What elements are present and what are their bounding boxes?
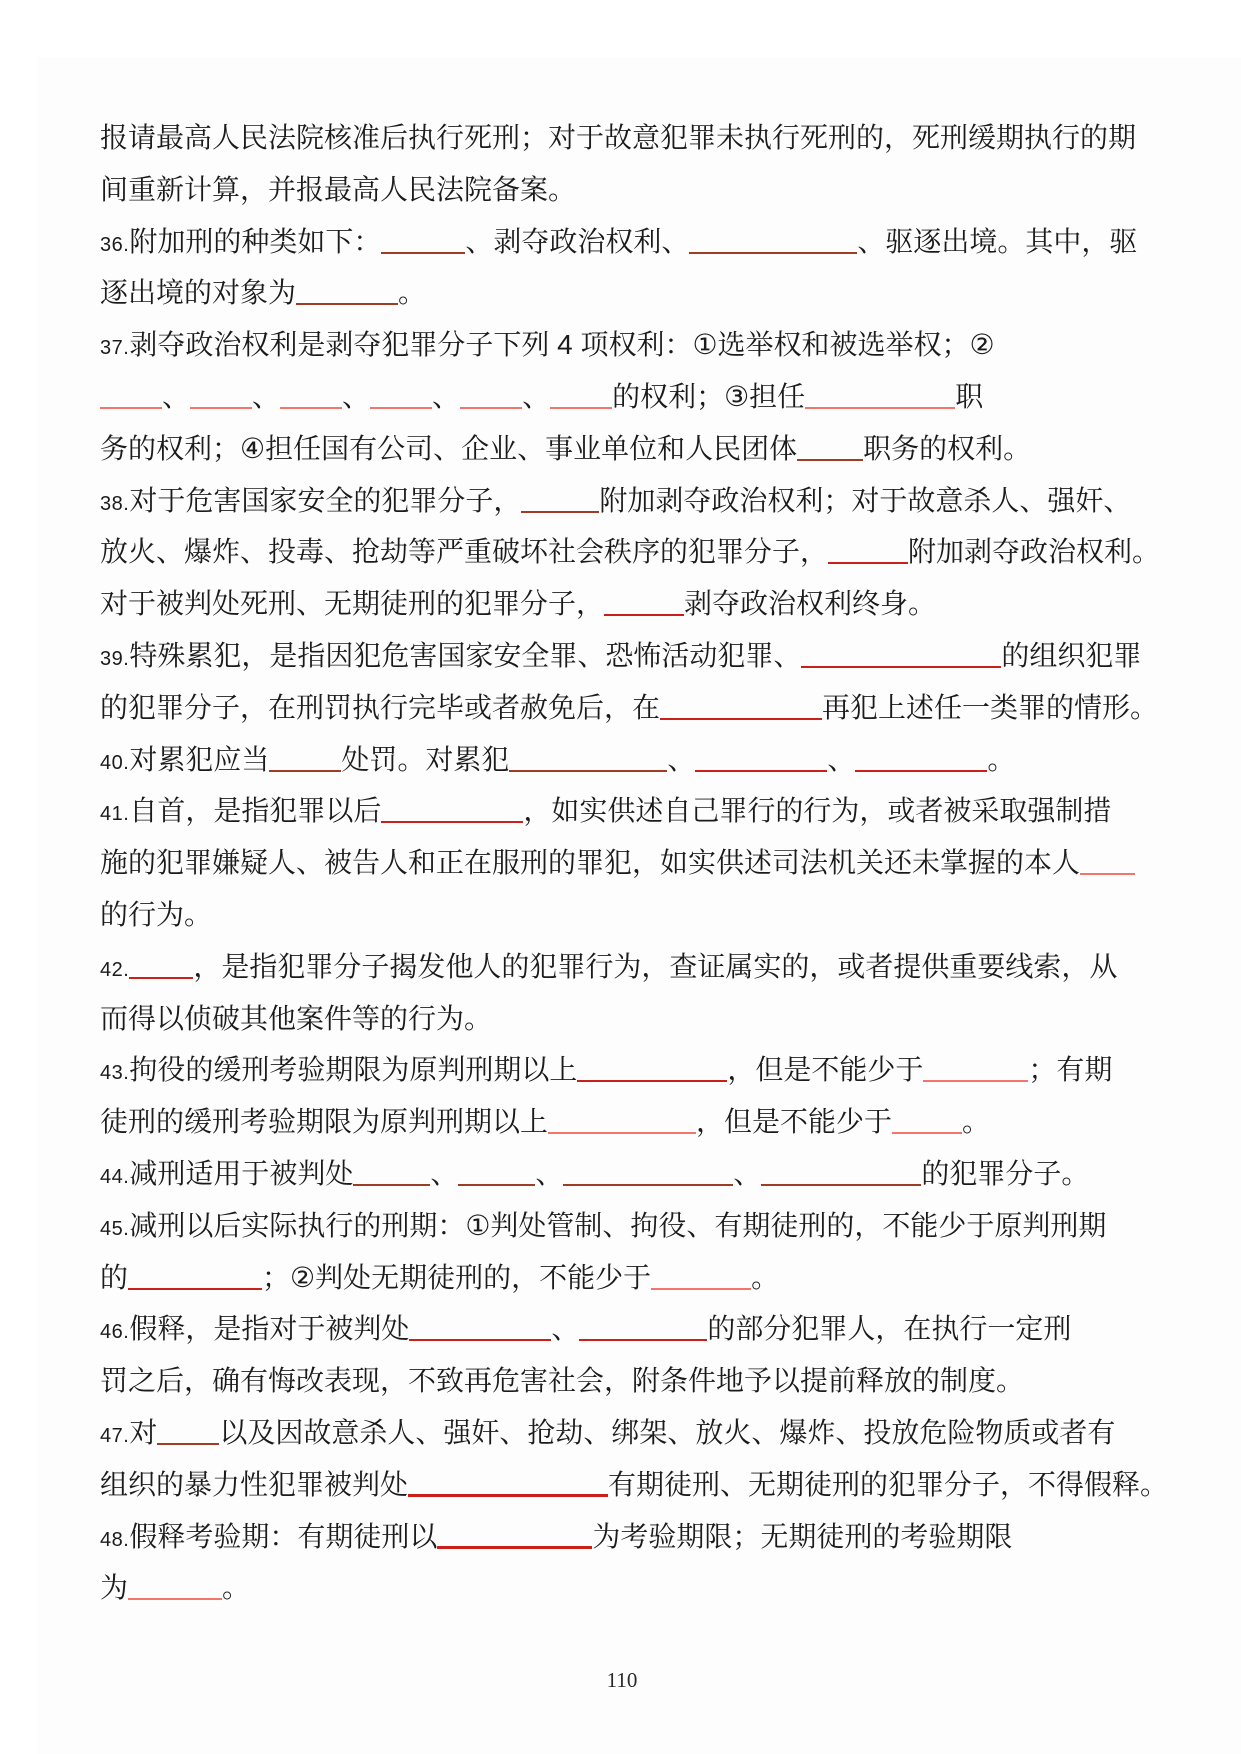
blank-underline (458, 1166, 535, 1186)
text-run: 减刑以后实际执行的刑期：①判处管制、拘役、有期徒刑的，不能少于原判刑期 (129, 1209, 1107, 1241)
text-run: 自首，是指犯罪以后 (129, 795, 382, 827)
item-number: 43. (100, 1062, 130, 1085)
text-run: 减刑适用于被判处 (129, 1157, 354, 1189)
text-run: 间重新计算，并报最高人民法院备案。 (100, 173, 577, 205)
text-run: 、 (733, 1157, 762, 1189)
text-run: 的组织犯罪 (1001, 639, 1142, 671)
text-run: 罚之后，确有悔改表现，不致再危害社会，附条件地予以提前释放的制度。 (100, 1365, 1025, 1397)
text-run: 、 (162, 380, 191, 412)
document-line (100, 1200, 1144, 1252)
text-run: 。 (962, 1106, 991, 1138)
text-run: 假释考验期：有期徒刑以 (129, 1520, 438, 1552)
document-line (100, 1562, 1144, 1614)
document-line (100, 216, 1144, 268)
text-run: 而得以侦破其他案件等的行为。 (100, 1002, 493, 1034)
item-number: 39. (100, 647, 130, 670)
text-run: 为 (100, 1572, 129, 1604)
text-run: 放火、爆炸、投毒、抢劫等严重破坏社会秩序的犯罪分子， (100, 536, 829, 568)
blank-underline (129, 959, 193, 979)
text-run: 、 (252, 380, 281, 412)
document-line (100, 1096, 1144, 1148)
document-line (100, 682, 1159, 734)
text-run: 剥夺政治权利是剥夺犯罪分子下列 4 项权利：①选举权和被选举权；② (129, 329, 995, 361)
text-run: 、 (535, 1157, 564, 1189)
blank-underline (280, 389, 342, 409)
text-run: 假释，是指对于被判处 (129, 1313, 410, 1345)
blank-underline (437, 1528, 592, 1549)
text-run: 拘役的缓刑考验期限为原判刑期以上 (129, 1054, 578, 1086)
blank-underline (548, 1114, 696, 1134)
item-number: 48. (100, 1528, 130, 1551)
text-run: 职 (955, 380, 984, 412)
text-run: 职务的权利。 (863, 432, 1032, 464)
blank-underline (651, 1270, 751, 1290)
blank-underline (190, 389, 252, 409)
text-run: 对于危害国家安全的犯罪分子， (129, 484, 522, 516)
text-run: 再犯上述任一类罪的情形。 (822, 691, 1159, 723)
text-run: 特殊累犯，是指因犯危害国家安全罪、恐怖活动犯罪、 (129, 639, 802, 671)
blank-underline (563, 1166, 733, 1186)
blank-underline (409, 1321, 551, 1341)
text-run: 务的权利；④担任国有公司、企业、事业单位和人民团体 (100, 432, 798, 464)
blank-underline (695, 752, 827, 772)
text-run: 、 (342, 380, 371, 412)
text-run: 附加刑的种类如下： (129, 225, 382, 257)
text-run: 徒刑的缓刑考验期限为原判刑期以上 (100, 1106, 549, 1138)
item-number: 47. (100, 1424, 130, 1447)
document-line (100, 475, 1144, 527)
document-line (100, 1044, 1144, 1096)
blank-underline (855, 752, 987, 772)
document-line (100, 630, 1144, 682)
blank-underline (660, 700, 822, 720)
text-run: 、剥夺政治权利、 (465, 225, 690, 257)
text-run: 。 (751, 1261, 780, 1293)
document-line (100, 1148, 1144, 1200)
blank-underline (370, 389, 432, 409)
text-run: 、 (430, 1157, 459, 1189)
blank-underline (577, 1062, 727, 1082)
document-line (100, 371, 1144, 423)
item-number: 36. (100, 233, 130, 256)
text-run: ，如实供述自己罪行的行为，或者被采取强制措 (523, 795, 1112, 827)
text-run: 的 (100, 1261, 129, 1293)
text-run: 有期徒刑、无期徒刑的犯罪分子，不得假释。 (608, 1468, 1169, 1500)
blank-underline (892, 1114, 962, 1134)
item-number: 40. (100, 751, 130, 774)
document-line (100, 1407, 1144, 1459)
text-run: 附加剥夺政治权利；对于故意杀人、强奸、 (599, 484, 1132, 516)
text-run: 报请最高人民法院核准后执行死刑；对于故意犯罪未执行死刑的，死刑缓期执行的期 (100, 122, 1137, 153)
document-line (100, 1252, 1144, 1304)
text-run: 组织的暴力性犯罪被判处 (100, 1468, 409, 1500)
text-run: 附加剥夺政治权利。 (908, 536, 1161, 568)
text-run: ；②判处无期徒刑的，不能少于 (262, 1261, 652, 1293)
text-run: 的部分犯罪人，在执行一定刑 (707, 1313, 1072, 1345)
document-line (100, 1459, 1169, 1511)
document-line (100, 267, 1144, 319)
item-number: 44. (100, 1165, 130, 1188)
document-line (100, 578, 1144, 630)
blank-underline (550, 389, 612, 409)
blank-underline (801, 648, 1001, 668)
text-run: 、驱逐出境。其中，驱 (857, 225, 1138, 257)
text-run: 逐出境的对象为 (100, 277, 297, 309)
text-run: 处罚。对累犯 (341, 743, 510, 775)
blank-underline (923, 1062, 1028, 1082)
blank-underline (269, 752, 341, 772)
text-run: 、 (827, 743, 856, 775)
blank-underline (128, 1270, 262, 1290)
text-run: ，是指犯罪分子揭发他人的犯罪行为，查证属实的，或者提供重要线索，从 (193, 950, 1118, 982)
blank-underline (353, 1166, 430, 1186)
text-run: 对 (129, 1416, 158, 1448)
document-line (100, 785, 1144, 837)
text-run: 的犯罪分子，在刑罚执行完毕或者赦免后，在 (100, 691, 661, 723)
document-line (100, 1355, 1144, 1407)
text-run: 剥夺政治权利终身。 (684, 588, 937, 620)
blank-underline (100, 389, 162, 409)
document-line (100, 319, 1144, 371)
document-line (100, 1303, 1144, 1355)
document-line (100, 993, 1144, 1045)
text-run: 施的犯罪嫌疑人、被告人和正在服刑的罪犯，如实供述司法机关还未掌握的本人 (100, 847, 1081, 879)
blank-underline (579, 1321, 707, 1341)
item-number: 41. (100, 803, 130, 826)
text-run: 对于被判处死刑、无期徒刑的犯罪分子， (100, 588, 605, 620)
text-run: 的行为。 (100, 898, 213, 930)
text-run: 对累犯应当 (129, 743, 270, 775)
blank-underline (128, 1580, 222, 1600)
document-line (100, 734, 1144, 786)
text-run: 的权利；③担任 (612, 380, 806, 412)
text-run: ，但是不能少于 (727, 1054, 924, 1086)
blank-underline (761, 1166, 921, 1186)
text-run: 、 (522, 380, 551, 412)
document-line (100, 837, 1144, 889)
blank-underline (521, 493, 599, 513)
item-number: 38. (100, 492, 130, 515)
text-run: ；有期 (1028, 1054, 1113, 1086)
document-content (100, 112, 1169, 1614)
text-run: 、 (432, 380, 461, 412)
blank-underline (805, 389, 955, 409)
text-run: 以及因故意杀人、强奸、抢劫、绑架、放火、爆炸、投放危险物质或者有 (219, 1416, 1116, 1448)
text-run: 。 (398, 277, 427, 309)
document-line (100, 164, 1144, 216)
page-number: 110 (606, 1668, 638, 1692)
document-line (100, 889, 1144, 941)
text-run: ，但是不能少于 (696, 1106, 893, 1138)
item-number: 42. (100, 958, 130, 981)
blank-underline (797, 441, 863, 461)
blank-underline (381, 234, 465, 254)
document-line (100, 423, 1144, 475)
blank-underline (828, 544, 908, 564)
item-number: 45. (100, 1217, 130, 1240)
document-line (100, 526, 1161, 578)
text-run: 的犯罪分子。 (921, 1157, 1090, 1189)
text-run: 、 (551, 1313, 580, 1345)
blank-underline (509, 752, 667, 772)
blank-underline (408, 1476, 608, 1497)
document-line (100, 1511, 1144, 1563)
document-line (100, 112, 1144, 164)
blank-underline (604, 596, 684, 616)
blank-underline (157, 1425, 219, 1445)
blank-underline (460, 389, 522, 409)
document-line (100, 941, 1144, 993)
text-run: 。 (987, 743, 1016, 775)
text-run: 、 (667, 743, 696, 775)
text-run: 。 (222, 1572, 251, 1604)
blank-underline (296, 285, 398, 305)
blank-underline (1080, 855, 1135, 875)
item-number: 37. (100, 337, 130, 360)
item-number: 46. (100, 1321, 130, 1344)
text-run: 为考验期限；无期徒刑的考验期限 (592, 1520, 1013, 1552)
blank-underline (381, 803, 523, 823)
blank-underline (689, 234, 857, 254)
